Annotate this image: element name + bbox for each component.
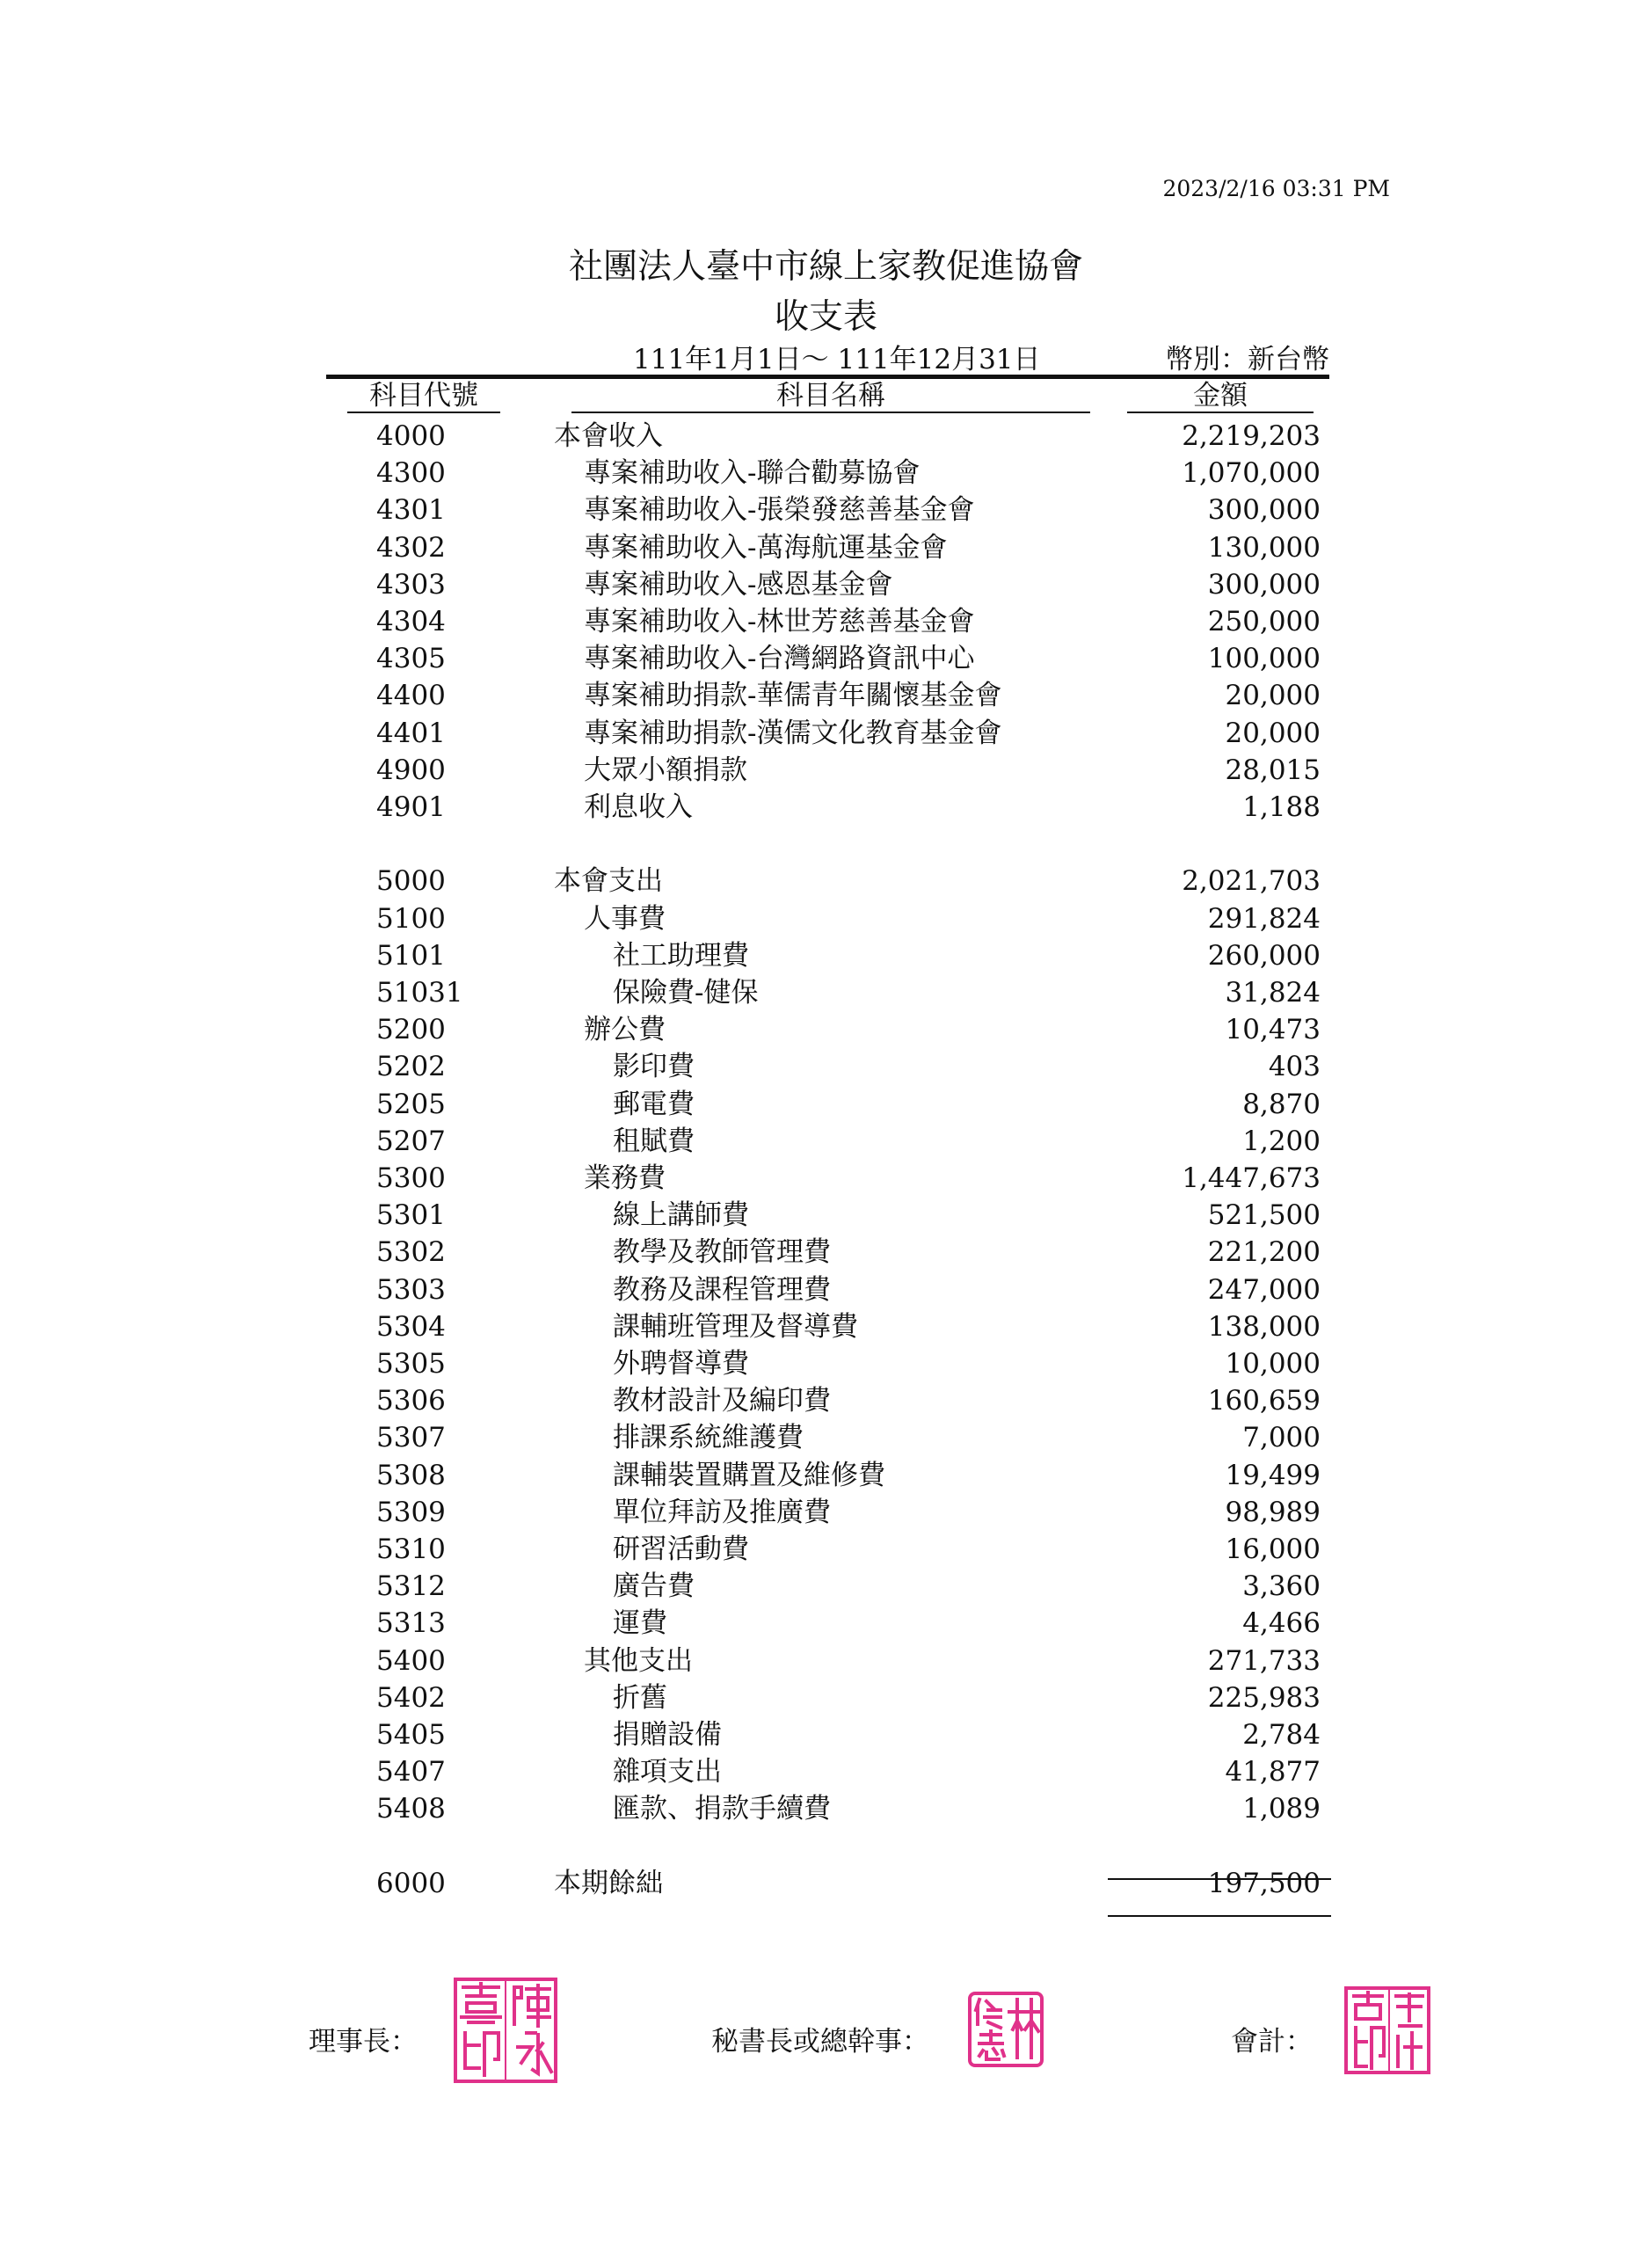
account-code: 5408 (376, 1793, 446, 1825)
account-amount: 1,447,673 (1182, 1162, 1321, 1194)
account-amount: 4,466 (1242, 1607, 1321, 1640)
account-name: 利息收入 (584, 791, 693, 823)
account-code: 5306 (376, 1385, 446, 1417)
account-amount: 247,000 (1207, 1273, 1321, 1306)
table-row (0, 752, 1652, 789)
table-row (0, 1716, 1652, 1753)
account-name: 大眾小額捐款 (584, 754, 747, 786)
account-amount: 130,000 (1207, 531, 1321, 564)
account-amount: 1,200 (1242, 1125, 1321, 1157)
table-row (0, 1494, 1652, 1531)
account-name: 教務及課程管理費 (613, 1273, 831, 1306)
account-amount: 403 (1268, 1051, 1321, 1083)
account-code: 5303 (376, 1273, 446, 1306)
account-name: 保險費-健保 (613, 977, 759, 1009)
table-row (0, 1419, 1652, 1456)
account-amount: 16,000 (1225, 1533, 1321, 1565)
account-name: 教材設計及編印費 (613, 1385, 831, 1417)
account-name: 本期餘絀 (554, 1867, 663, 1899)
account-code: 4301 (376, 494, 446, 527)
account-name: 租賦費 (613, 1125, 695, 1157)
account-code: 5402 (376, 1681, 446, 1714)
account-code: 5307 (376, 1422, 446, 1454)
organization-name: 社團法人臺中市線上家教促進協會 (568, 247, 1083, 287)
account-code: 51031 (376, 977, 463, 1009)
table-row (0, 1531, 1652, 1568)
chairman-seal (453, 1977, 558, 2084)
account-code: 4302 (376, 531, 446, 564)
account-amount: 41,877 (1225, 1756, 1321, 1788)
account-amount: 20,000 (1225, 680, 1321, 712)
table-row (0, 1011, 1652, 1048)
account-name: 課輔班管理及督導費 (613, 1310, 858, 1343)
table-row (0, 677, 1652, 714)
account-code: 4400 (376, 680, 446, 712)
secretary-seal (967, 1991, 1044, 2068)
account-amount: 19,499 (1225, 1459, 1321, 1491)
table-row (0, 789, 1652, 826)
account-code: 5100 (376, 902, 446, 935)
account-code: 5300 (376, 1162, 446, 1194)
column-header-amount: 金額 (1127, 380, 1314, 413)
account-code: 5205 (376, 1088, 446, 1120)
account-name: 專案補助收入-萬海航運基金會 (584, 531, 948, 564)
account-amount: 10,473 (1225, 1014, 1321, 1046)
table-row (0, 1048, 1652, 1085)
secretary-label: 秘書長或總幹事： (711, 2026, 929, 2058)
account-code: 5310 (376, 1533, 446, 1565)
account-code: 6000 (376, 1867, 446, 1899)
account-amount: 3,360 (1242, 1570, 1321, 1603)
account-amount: 2,021,703 (1182, 865, 1321, 898)
total-rule-top (1108, 1878, 1331, 1880)
account-name: 匯款、捐款手續費 (613, 1793, 831, 1825)
account-amount: 260,000 (1207, 939, 1321, 972)
account-amount: 2,219,203 (1182, 420, 1321, 452)
account-code: 5301 (376, 1199, 446, 1232)
table-row (0, 974, 1652, 1011)
table-row (0, 603, 1652, 640)
account-name: 業務費 (584, 1162, 666, 1194)
table-row (0, 1197, 1652, 1234)
account-amount: 197,500 (1207, 1867, 1321, 1899)
account-amount: 28,015 (1225, 754, 1321, 786)
account-name: 教學及教師管理費 (613, 1236, 831, 1269)
account-code: 5101 (376, 939, 446, 972)
account-name: 社工助理費 (613, 939, 749, 972)
account-name: 研習活動費 (613, 1533, 749, 1565)
account-code: 4304 (376, 606, 446, 637)
account-code: 4300 (376, 457, 446, 490)
account-code: 4305 (376, 643, 446, 675)
account-name: 郵電費 (613, 1088, 695, 1120)
account-amount: 2,784 (1242, 1719, 1321, 1751)
account-code: 5400 (376, 1644, 446, 1677)
table-row (0, 1753, 1652, 1790)
table-row (0, 1123, 1652, 1160)
table-row (0, 418, 1652, 455)
accountant-label: 會計： (1231, 2026, 1313, 2058)
account-code: 5200 (376, 1014, 446, 1046)
account-name: 廣告費 (613, 1570, 695, 1603)
table-row (0, 1086, 1652, 1123)
table-row (0, 1308, 1652, 1345)
account-name: 專案補助捐款-華儒青年關懷基金會 (584, 680, 1002, 712)
account-name: 折舊 (613, 1681, 667, 1714)
account-name: 專案補助收入-林世芳慈善基金會 (584, 606, 975, 637)
account-name: 專案補助捐款-漢儒文化教育基金會 (584, 717, 1002, 749)
account-code: 5308 (376, 1459, 446, 1491)
account-amount: 98,989 (1225, 1496, 1321, 1528)
table-row (0, 1345, 1652, 1382)
table-row (0, 1605, 1652, 1642)
account-name: 線上講師費 (613, 1199, 749, 1232)
account-amount: 291,824 (1207, 902, 1321, 935)
account-amount: 160,659 (1207, 1385, 1321, 1417)
account-amount: 1,188 (1242, 791, 1321, 823)
account-amount: 7,000 (1242, 1422, 1321, 1454)
account-name: 人事費 (584, 902, 666, 935)
account-code: 5312 (376, 1570, 446, 1603)
table-row (0, 492, 1652, 528)
account-code: 4901 (376, 791, 446, 823)
account-name: 辦公費 (584, 1014, 666, 1046)
total-rule-bottom (1108, 1915, 1331, 1917)
account-code: 5405 (376, 1719, 446, 1751)
account-code: 4000 (376, 420, 446, 452)
table-row (0, 1679, 1652, 1716)
report-period: 111年1月1日～ 111年12月31日 (633, 344, 1041, 375)
account-amount: 10,000 (1225, 1348, 1321, 1380)
account-code: 5302 (376, 1236, 446, 1269)
table-row (0, 529, 1652, 566)
column-header-code: 科目代號 (347, 380, 500, 413)
table-row (0, 455, 1652, 492)
table-row (0, 1865, 1652, 1902)
account-name: 本會支出 (554, 865, 663, 898)
account-amount: 300,000 (1207, 568, 1321, 601)
account-name: 專案補助收入-張榮發慈善基金會 (584, 494, 975, 527)
account-code: 5304 (376, 1310, 446, 1343)
account-name: 運費 (613, 1607, 667, 1640)
accountant-seal (1343, 1985, 1431, 2075)
table-row (0, 715, 1652, 752)
account-name: 雜項支出 (613, 1756, 722, 1788)
account-name: 影印費 (613, 1051, 695, 1083)
account-name: 外聘督導費 (613, 1348, 749, 1380)
account-amount: 20,000 (1225, 717, 1321, 749)
account-amount: 1,089 (1242, 1793, 1321, 1825)
table-row (0, 1382, 1652, 1419)
account-code: 4900 (376, 754, 446, 786)
table-row (0, 863, 1652, 900)
table-row (0, 1790, 1652, 1827)
account-name: 專案補助收入-感恩基金會 (584, 568, 893, 601)
account-code: 5207 (376, 1125, 446, 1157)
account-amount: 8,870 (1242, 1088, 1321, 1120)
account-amount: 138,000 (1207, 1310, 1321, 1343)
account-name: 課輔裝置購置及維修費 (613, 1459, 885, 1491)
account-amount: 521,500 (1207, 1199, 1321, 1232)
account-code: 4401 (376, 717, 446, 749)
account-amount: 250,000 (1207, 606, 1321, 637)
account-code: 5000 (376, 865, 446, 898)
chairman-label: 理事長： (309, 2026, 418, 2058)
table-row (0, 1568, 1652, 1605)
account-code: 4303 (376, 568, 446, 601)
table-row (0, 1643, 1652, 1679)
account-code: 5309 (376, 1496, 446, 1528)
account-name: 排課系統維護費 (613, 1422, 804, 1454)
account-code: 5305 (376, 1348, 446, 1380)
account-code: 5407 (376, 1756, 446, 1788)
table-row (0, 1234, 1652, 1271)
table-row (0, 1457, 1652, 1494)
account-name: 捐贈設備 (613, 1719, 722, 1751)
currency-label: 幣別：新台幣 (1166, 344, 1329, 375)
account-amount: 221,200 (1207, 1236, 1321, 1269)
table-row (0, 900, 1652, 937)
table-row (0, 1271, 1652, 1308)
account-amount: 100,000 (1207, 643, 1321, 675)
account-code: 5202 (376, 1051, 446, 1083)
report-title: 收支表 (774, 297, 877, 337)
account-name: 專案補助收入-聯合勸募協會 (584, 457, 921, 490)
account-name: 本會收入 (554, 420, 663, 452)
table-row (0, 566, 1652, 603)
account-code: 5313 (376, 1607, 446, 1640)
account-amount: 271,733 (1207, 1644, 1321, 1677)
account-amount: 31,824 (1225, 977, 1321, 1009)
account-name: 單位拜訪及推廣費 (613, 1496, 831, 1528)
table-row (0, 937, 1652, 974)
account-amount: 225,983 (1207, 1681, 1321, 1714)
account-name: 專案補助收入-台灣網路資訊中心 (584, 643, 975, 675)
account-amount: 1,070,000 (1182, 457, 1321, 490)
table-row (0, 640, 1652, 677)
timestamp: 2023/2/16 03:31 PM (1162, 176, 1390, 201)
table-row (0, 1160, 1652, 1197)
column-header-name: 科目名稱 (571, 380, 1090, 413)
account-name: 其他支出 (584, 1644, 693, 1677)
account-amount: 300,000 (1207, 494, 1321, 527)
